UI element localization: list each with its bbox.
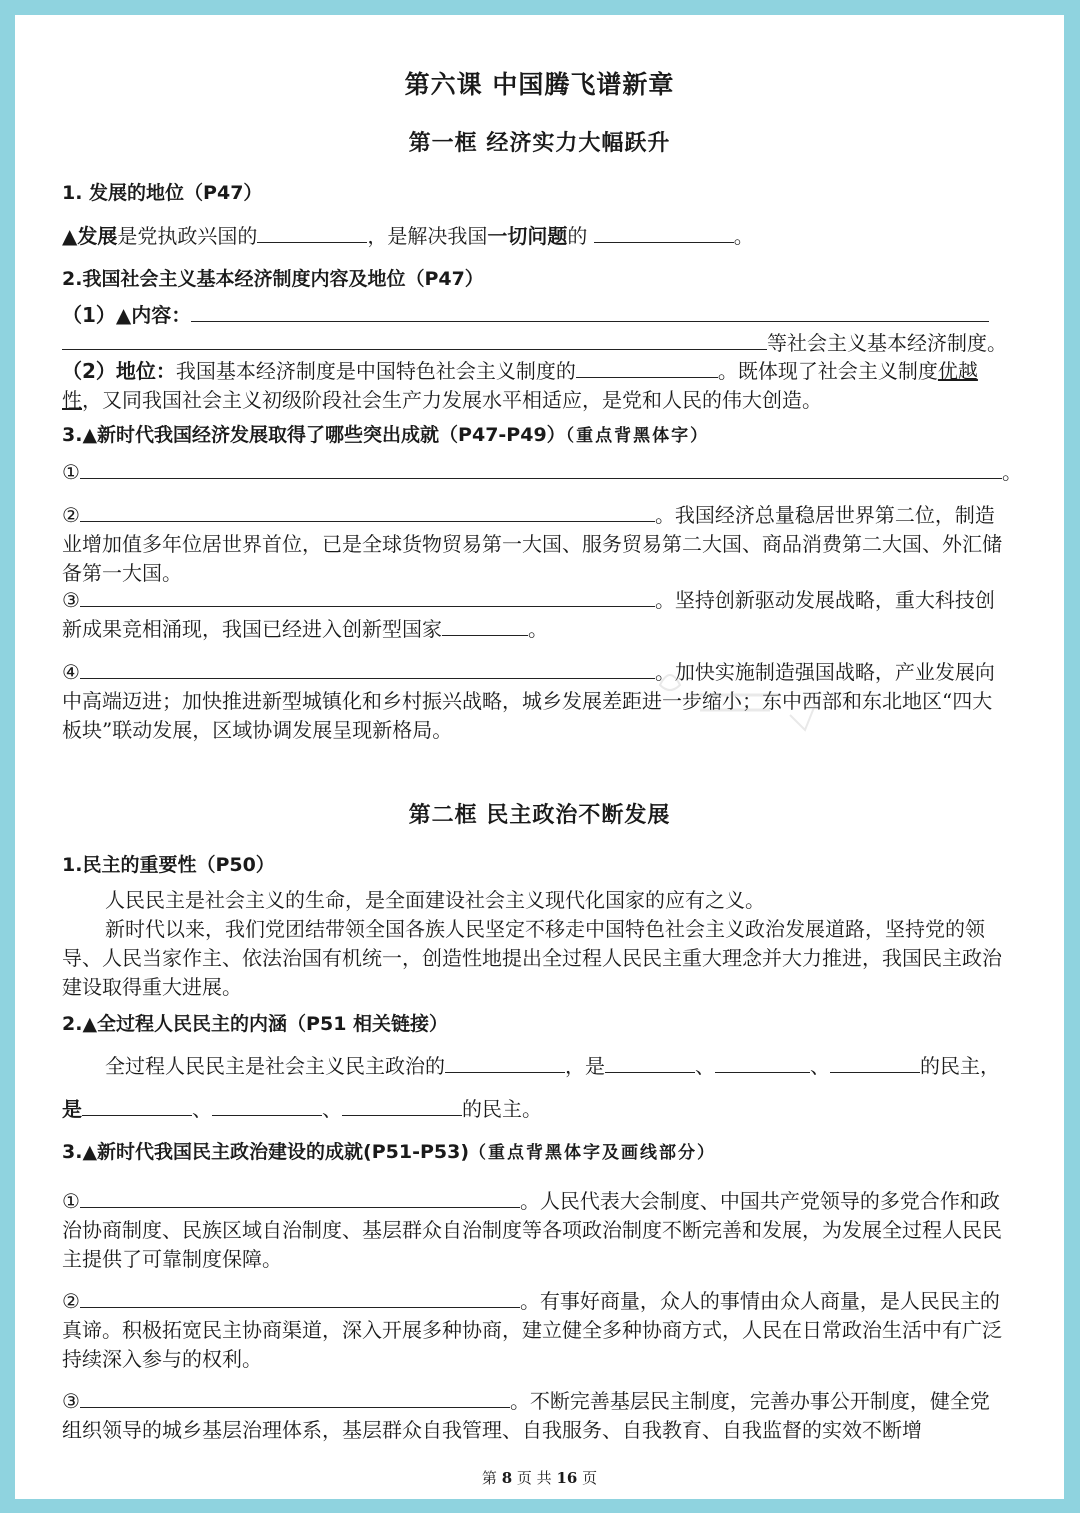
s1-q3-item4: ④ 。加快实施制造强国战略，产业发展向中高端迈进；加快推进新型城镇化和乡村振兴战略，城乡发展差距进一步缩小；东中西部和东北地区“四大板块”联动发展，区域协调发展呈现新格局。 <box>62 660 995 742</box>
blank <box>605 1052 695 1073</box>
blank <box>445 1052 565 1073</box>
page-footer: 第 8 页 共 16 页 <box>481 1469 598 1487</box>
blank <box>80 586 655 607</box>
s1-q3-item2: ② 。我国经济总量稳居世界第二位，制造业增加值多年位居世界首位，已是全球货物贸易第一大国、服务贸易第二大国、商品消费第二大国、外汇储备第一大国。 <box>62 503 1002 585</box>
s1-q3-item3: ③ 。坚持创新驱动发展战略，重大科技创新成果竞相涌现，我国已经进入创新型国家 。 <box>62 588 995 641</box>
s2-q2-line2: 是 、 、 的民主。 <box>62 1097 542 1121</box>
s2-q1-para2: 新时代以来，我们党团结带领全国各族人民坚定不移走中国特色社会主义政治发展道路，坚持党的领导、人民当家作主、依法治国有机统一，创造性地提出全过程人民民主重大理念并大力推进，我国民主政治建设取得重大进展。 <box>62 917 1002 999</box>
s1-q2-item1: （1）▲内容： <box>62 301 1004 330</box>
s1-q1-line: ▲发展是党执政兴国的 ，是解决我国一切问题的 。 <box>62 224 754 248</box>
s1-q3-heading: 3.▲新时代我国经济发展取得了哪些突出成就（P47-P49）（重点背黑体字） <box>62 424 710 446</box>
s2-q2-heading: 2.▲全过程人民民主的内涵（P51 相关链接） <box>62 1013 449 1035</box>
blank <box>212 1095 322 1116</box>
blank <box>442 615 528 636</box>
s2-q2-line1: 全过程人民民主是社会主义民主政治的 ，是 、 、 的民主， <box>105 1054 1000 1078</box>
s2-q1-para1: 人民民主是社会主义的生命，是全面建设社会主义现代化国家的应有之义。 <box>105 888 765 912</box>
frame1-title: 第一框 经济实力大幅跃升 <box>408 131 671 156</box>
blank <box>576 357 718 378</box>
blank <box>715 1052 810 1073</box>
s1-q2-heading: 2.我国社会主义基本经济制度内容及地位（P47） <box>62 268 484 290</box>
lesson-title: 第六课 中国腾飞谱新章 <box>404 70 675 99</box>
s1-q1-heading: 1. 发展的地位（P47） <box>62 182 263 204</box>
frame2-title: 第二框 民主政治不断发展 <box>408 803 671 828</box>
blank <box>80 1187 520 1208</box>
blank <box>191 301 989 322</box>
blank <box>257 222 367 243</box>
watermark-logo <box>640 655 820 745</box>
blank <box>62 329 767 350</box>
blank <box>830 1052 920 1073</box>
s1-q2-item1-cont: 等社会主义基本经济制度。 <box>62 329 1004 358</box>
s2-q3-item2: ② 。有事好商量，众人的事情由众人商量，是人民民主的真谛。积极拓宽民主协商渠道，深入开展多种协商，建立健全多种协商方式，人民在日常政治生活中有广泛持续深入参与的权利。 <box>62 1289 1002 1371</box>
s2-q3-item3: ③ 。不断完善基层民主制度，完善办事公开制度，健全党组织领导的城乡基层治理体系，基层群众自我管理、自我服务、自我教育、自我监督的实效不断增 <box>62 1389 990 1442</box>
blank <box>80 1287 520 1308</box>
s2-q3-heading: 3.▲新时代我国民主政治建设的成就(P51-P53)（重点背黑体字及画线部分） <box>62 1141 717 1163</box>
blank <box>594 222 734 243</box>
s2-q3-item1: ① 。人民代表大会制度、中国共产党领导的多党合作和政治协商制度、民族区域自治制度、基层群众自治制度等各项政治制度不断完善和发展，为发展全过程人民民主提供了可靠制度保障。 <box>62 1189 1002 1271</box>
blank <box>342 1095 462 1116</box>
blank <box>82 1095 192 1116</box>
worksheet-page <box>15 15 1064 1499</box>
page-number: 8 <box>501 1469 513 1487</box>
blank <box>80 501 655 522</box>
blank <box>80 458 1002 479</box>
blank <box>80 1387 510 1408</box>
s2-q1-heading: 1.民主的重要性（P50） <box>62 854 275 876</box>
page-total: 16 <box>556 1469 578 1487</box>
s1-q3-item1: ① 。 <box>62 460 1022 484</box>
s1-q2-item2: （2）地位：我国基本经济制度是中国特色社会主义制度的 。既体现了社会主义制度优越性，又同我国社会主义初级阶段社会生产力发展水平相适应，是党和人民的伟大创造。 <box>62 359 978 412</box>
blank <box>80 658 655 679</box>
